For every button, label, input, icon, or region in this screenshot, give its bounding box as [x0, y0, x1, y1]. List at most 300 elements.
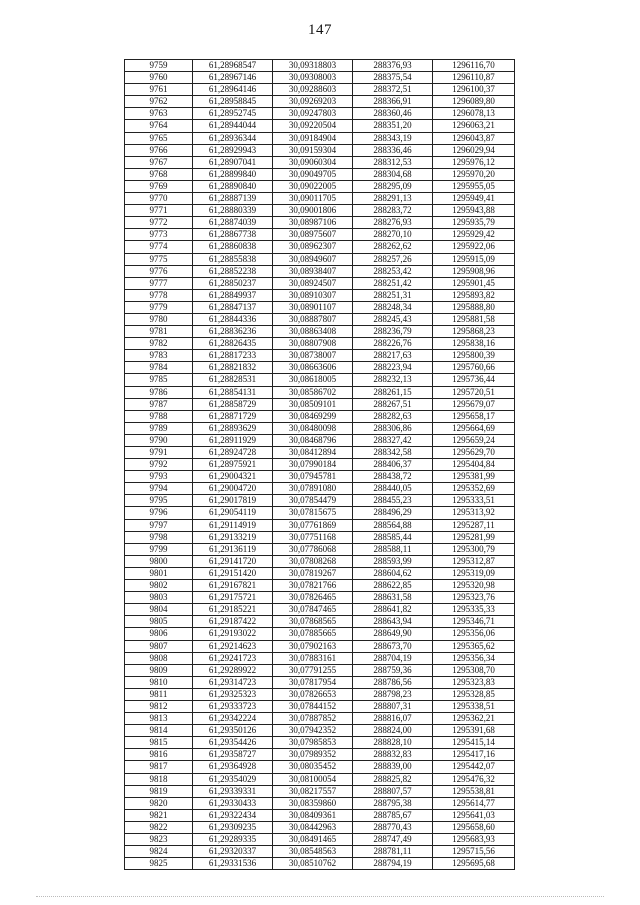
point-number-cell: 9781	[125, 326, 193, 338]
x-coordinate-cell: 288438,72	[353, 471, 433, 483]
latitude-cell: 61,28929943	[193, 144, 273, 156]
y-coordinate-cell: 1295922,06	[433, 241, 515, 253]
point-number-cell: 9772	[125, 217, 193, 229]
y-coordinate-cell: 1295404,84	[433, 459, 515, 471]
y-coordinate-cell: 1296029,94	[433, 144, 515, 156]
point-number-cell: 9812	[125, 700, 193, 712]
latitude-cell: 61,28826435	[193, 338, 273, 350]
x-coordinate-cell: 288291,13	[353, 193, 433, 205]
longitude-cell: 30,07808268	[273, 555, 353, 567]
point-number-cell: 9799	[125, 543, 193, 555]
y-coordinate-cell: 1295391,68	[433, 725, 515, 737]
latitude-cell: 61,29141720	[193, 555, 273, 567]
x-coordinate-cell: 288641,82	[353, 604, 433, 616]
point-number-cell: 9788	[125, 410, 193, 422]
table-row	[125, 664, 515, 676]
latitude-cell: 61,29331536	[193, 858, 273, 870]
y-coordinate-cell: 1296043,87	[433, 132, 515, 144]
y-coordinate-cell: 1295323,83	[433, 676, 515, 688]
longitude-cell: 30,07990184	[273, 459, 353, 471]
point-number-cell: 9801	[125, 567, 193, 579]
x-coordinate-cell: 288282,63	[353, 410, 433, 422]
point-number-cell: 9796	[125, 507, 193, 519]
x-coordinate-cell: 288455,23	[353, 495, 433, 507]
x-coordinate-cell: 288372,51	[353, 84, 433, 96]
table-row	[125, 725, 515, 737]
x-coordinate-cell: 288251,42	[353, 277, 433, 289]
latitude-cell: 61,28847137	[193, 301, 273, 313]
x-coordinate-cell: 288786,56	[353, 676, 433, 688]
x-coordinate-cell: 288248,34	[353, 301, 433, 313]
y-coordinate-cell: 1295970,20	[433, 168, 515, 180]
latitude-cell: 61,29017819	[193, 495, 273, 507]
x-coordinate-cell: 288217,63	[353, 350, 433, 362]
y-coordinate-cell: 1295356,06	[433, 628, 515, 640]
point-number-cell: 9821	[125, 809, 193, 821]
table-row	[125, 338, 515, 350]
x-coordinate-cell: 288770,43	[353, 821, 433, 833]
table-row	[125, 749, 515, 761]
latitude-cell: 61,28817233	[193, 350, 273, 362]
point-number-cell: 9786	[125, 386, 193, 398]
latitude-cell: 61,28968547	[193, 60, 273, 72]
longitude-cell: 30,08100054	[273, 773, 353, 785]
table-row	[125, 229, 515, 241]
y-coordinate-cell: 1295442,07	[433, 761, 515, 773]
x-coordinate-cell: 288343,19	[353, 132, 433, 144]
x-coordinate-cell: 288807,31	[353, 700, 433, 712]
x-coordinate-cell: 288496,29	[353, 507, 433, 519]
longitude-cell: 30,07844152	[273, 700, 353, 712]
point-number-cell: 9795	[125, 495, 193, 507]
longitude-cell: 30,09159304	[273, 144, 353, 156]
longitude-cell: 30,08480098	[273, 422, 353, 434]
longitude-cell: 30,08910307	[273, 289, 353, 301]
table-row	[125, 422, 515, 434]
table-row	[125, 567, 515, 579]
table-row	[125, 350, 515, 362]
point-number-cell: 9804	[125, 604, 193, 616]
table-row	[125, 96, 515, 108]
point-number-cell: 9824	[125, 846, 193, 858]
latitude-cell: 61,29289922	[193, 664, 273, 676]
x-coordinate-cell: 288747,49	[353, 834, 433, 846]
y-coordinate-cell: 1295935,79	[433, 217, 515, 229]
table-row	[125, 459, 515, 471]
latitude-cell: 61,29354029	[193, 773, 273, 785]
coordinates-table-body	[125, 60, 515, 870]
x-coordinate-cell: 288825,82	[353, 773, 433, 785]
longitude-cell: 30,07817954	[273, 676, 353, 688]
latitude-cell: 61,29330433	[193, 797, 273, 809]
longitude-cell: 30,07826465	[273, 592, 353, 604]
y-coordinate-cell: 1295346,71	[433, 616, 515, 628]
table-row	[125, 72, 515, 84]
longitude-cell: 30,09022005	[273, 180, 353, 192]
y-coordinate-cell: 1295868,23	[433, 326, 515, 338]
table-row	[125, 326, 515, 338]
y-coordinate-cell: 1295381,99	[433, 471, 515, 483]
latitude-cell: 61,29333723	[193, 700, 273, 712]
table-row	[125, 120, 515, 132]
latitude-cell: 61,29289335	[193, 834, 273, 846]
longitude-cell: 30,07826653	[273, 688, 353, 700]
latitude-cell: 61,28907041	[193, 156, 273, 168]
y-coordinate-cell: 1295943,88	[433, 205, 515, 217]
latitude-cell: 61,28964146	[193, 84, 273, 96]
x-coordinate-cell: 288375,54	[353, 72, 433, 84]
coordinates-table	[124, 59, 515, 870]
x-coordinate-cell: 288270,10	[353, 229, 433, 241]
y-coordinate-cell: 1295338,51	[433, 700, 515, 712]
point-number-cell: 9766	[125, 144, 193, 156]
latitude-cell: 61,29167821	[193, 580, 273, 592]
longitude-cell: 30,08618005	[273, 374, 353, 386]
x-coordinate-cell: 288360,46	[353, 108, 433, 120]
latitude-cell: 61,28852238	[193, 265, 273, 277]
longitude-cell: 30,08510762	[273, 858, 353, 870]
table-row	[125, 253, 515, 265]
longitude-cell: 30,08412894	[273, 447, 353, 459]
y-coordinate-cell: 1295308,70	[433, 664, 515, 676]
y-coordinate-cell: 1295715,56	[433, 846, 515, 858]
latitude-cell: 61,28880339	[193, 205, 273, 217]
point-number-cell: 9822	[125, 821, 193, 833]
latitude-cell: 61,29133219	[193, 531, 273, 543]
longitude-cell: 30,08901107	[273, 301, 353, 313]
table-row	[125, 410, 515, 422]
table-row	[125, 398, 515, 410]
y-coordinate-cell: 1295476,32	[433, 773, 515, 785]
point-number-cell: 9776	[125, 265, 193, 277]
y-coordinate-cell: 1296110,87	[433, 72, 515, 84]
table-row	[125, 289, 515, 301]
y-coordinate-cell: 1295893,82	[433, 289, 515, 301]
x-coordinate-cell: 288759,36	[353, 664, 433, 676]
longitude-cell: 30,08359860	[273, 797, 353, 809]
y-coordinate-cell: 1296100,37	[433, 84, 515, 96]
y-coordinate-cell: 1295955,05	[433, 180, 515, 192]
y-coordinate-cell: 1295641,03	[433, 809, 515, 821]
longitude-cell: 30,09001806	[273, 205, 353, 217]
point-number-cell: 9783	[125, 350, 193, 362]
table-row	[125, 217, 515, 229]
longitude-cell: 30,08409361	[273, 809, 353, 821]
longitude-cell: 30,08468796	[273, 434, 353, 446]
table-row	[125, 301, 515, 313]
y-coordinate-cell: 1295976,12	[433, 156, 515, 168]
x-coordinate-cell: 288643,94	[353, 616, 433, 628]
y-coordinate-cell: 1295313,92	[433, 507, 515, 519]
longitude-cell: 30,09060304	[273, 156, 353, 168]
x-coordinate-cell: 288798,23	[353, 688, 433, 700]
point-number-cell: 9798	[125, 531, 193, 543]
y-coordinate-cell: 1295333,51	[433, 495, 515, 507]
x-coordinate-cell: 288351,20	[353, 120, 433, 132]
point-number-cell: 9774	[125, 241, 193, 253]
latitude-cell: 61,28849937	[193, 289, 273, 301]
point-number-cell: 9823	[125, 834, 193, 846]
x-coordinate-cell: 288232,13	[353, 374, 433, 386]
y-coordinate-cell: 1295658,17	[433, 410, 515, 422]
latitude-cell: 61,29185221	[193, 604, 273, 616]
longitude-cell: 30,07761869	[273, 519, 353, 531]
table-row	[125, 531, 515, 543]
x-coordinate-cell: 288649,90	[353, 628, 433, 640]
point-number-cell: 9805	[125, 616, 193, 628]
longitude-cell: 30,07885665	[273, 628, 353, 640]
y-coordinate-cell: 1295800,39	[433, 350, 515, 362]
y-coordinate-cell: 1295736,44	[433, 374, 515, 386]
y-coordinate-cell: 1295323,76	[433, 592, 515, 604]
table-row	[125, 543, 515, 555]
table-row	[125, 193, 515, 205]
point-number-cell: 9810	[125, 676, 193, 688]
table-row	[125, 737, 515, 749]
longitude-cell: 30,07989352	[273, 749, 353, 761]
point-number-cell: 9764	[125, 120, 193, 132]
longitude-cell: 30,08938407	[273, 265, 353, 277]
latitude-cell: 61,28890840	[193, 180, 273, 192]
longitude-cell: 30,07868565	[273, 616, 353, 628]
longitude-cell: 30,09049705	[273, 168, 353, 180]
x-coordinate-cell: 288226,76	[353, 338, 433, 350]
point-number-cell: 9761	[125, 84, 193, 96]
latitude-cell: 61,28924728	[193, 447, 273, 459]
table-row	[125, 761, 515, 773]
longitude-cell: 30,08217557	[273, 785, 353, 797]
point-number-cell: 9797	[125, 519, 193, 531]
y-coordinate-cell: 1295538,81	[433, 785, 515, 797]
y-coordinate-cell: 1295720,51	[433, 386, 515, 398]
longitude-cell: 30,07854479	[273, 495, 353, 507]
longitude-cell: 30,07902163	[273, 640, 353, 652]
longitude-cell: 30,09308003	[273, 72, 353, 84]
y-coordinate-cell: 1295929,42	[433, 229, 515, 241]
y-coordinate-cell: 1295319,09	[433, 567, 515, 579]
latitude-cell: 61,28911929	[193, 434, 273, 446]
y-coordinate-cell: 1295415,14	[433, 737, 515, 749]
table-row	[125, 386, 515, 398]
point-number-cell: 9825	[125, 858, 193, 870]
point-number-cell: 9784	[125, 362, 193, 374]
x-coordinate-cell: 288828,10	[353, 737, 433, 749]
y-coordinate-cell: 1295362,21	[433, 713, 515, 725]
y-coordinate-cell: 1295659,24	[433, 434, 515, 446]
y-coordinate-cell: 1295664,69	[433, 422, 515, 434]
table-row	[125, 132, 515, 144]
longitude-cell: 30,09011705	[273, 193, 353, 205]
x-coordinate-cell: 288257,26	[353, 253, 433, 265]
y-coordinate-cell: 1295915,09	[433, 253, 515, 265]
table-row	[125, 797, 515, 809]
x-coordinate-cell: 288440,05	[353, 483, 433, 495]
table-row	[125, 265, 515, 277]
longitude-cell: 30,09247803	[273, 108, 353, 120]
point-number-cell: 9793	[125, 471, 193, 483]
latitude-cell: 61,28975921	[193, 459, 273, 471]
latitude-cell: 61,29322434	[193, 809, 273, 821]
table-row	[125, 447, 515, 459]
point-number-cell: 9779	[125, 301, 193, 313]
latitude-cell: 61,28860838	[193, 241, 273, 253]
table-row	[125, 313, 515, 325]
table-row	[125, 434, 515, 446]
table-row	[125, 785, 515, 797]
table-row	[125, 60, 515, 72]
table-row	[125, 640, 515, 652]
x-coordinate-cell: 288276,93	[353, 217, 433, 229]
point-number-cell: 9759	[125, 60, 193, 72]
point-number-cell: 9800	[125, 555, 193, 567]
longitude-cell: 30,08962307	[273, 241, 353, 253]
table-row	[125, 858, 515, 870]
table-row	[125, 144, 515, 156]
table-row	[125, 180, 515, 192]
point-number-cell: 9808	[125, 652, 193, 664]
point-number-cell: 9813	[125, 713, 193, 725]
point-number-cell: 9773	[125, 229, 193, 241]
y-coordinate-cell: 1296116,70	[433, 60, 515, 72]
longitude-cell: 30,07791255	[273, 664, 353, 676]
table-row	[125, 495, 515, 507]
x-coordinate-cell: 288306,86	[353, 422, 433, 434]
x-coordinate-cell: 288236,79	[353, 326, 433, 338]
y-coordinate-cell: 1295356,34	[433, 652, 515, 664]
point-number-cell: 9791	[125, 447, 193, 459]
table-row	[125, 580, 515, 592]
latitude-cell: 61,28855838	[193, 253, 273, 265]
table-row	[125, 277, 515, 289]
longitude-cell: 30,07945781	[273, 471, 353, 483]
latitude-cell: 61,28821832	[193, 362, 273, 374]
point-number-cell: 9768	[125, 168, 193, 180]
latitude-cell: 61,28952745	[193, 108, 273, 120]
longitude-cell: 30,07815675	[273, 507, 353, 519]
latitude-cell: 61,29241723	[193, 652, 273, 664]
latitude-cell: 61,29309235	[193, 821, 273, 833]
point-number-cell: 9763	[125, 108, 193, 120]
longitude-cell: 30,08975607	[273, 229, 353, 241]
y-coordinate-cell: 1295300,79	[433, 543, 515, 555]
table-row	[125, 156, 515, 168]
point-number-cell: 9794	[125, 483, 193, 495]
longitude-cell: 30,08442963	[273, 821, 353, 833]
longitude-cell: 30,08663606	[273, 362, 353, 374]
x-coordinate-cell: 288585,44	[353, 531, 433, 543]
point-number-cell: 9771	[125, 205, 193, 217]
longitude-cell: 30,08738007	[273, 350, 353, 362]
longitude-cell: 30,07751168	[273, 531, 353, 543]
latitude-cell: 61,29320337	[193, 846, 273, 858]
x-coordinate-cell: 288604,62	[353, 567, 433, 579]
x-coordinate-cell: 288794,19	[353, 858, 433, 870]
table-row	[125, 555, 515, 567]
latitude-cell: 61,28867738	[193, 229, 273, 241]
table-row	[125, 773, 515, 785]
longitude-cell: 30,09220504	[273, 120, 353, 132]
latitude-cell: 61,29350126	[193, 725, 273, 737]
y-coordinate-cell: 1295365,62	[433, 640, 515, 652]
table-row	[125, 628, 515, 640]
latitude-cell: 61,28936344	[193, 132, 273, 144]
point-number-cell: 9785	[125, 374, 193, 386]
point-number-cell: 9770	[125, 193, 193, 205]
latitude-cell: 61,29151420	[193, 567, 273, 579]
latitude-cell: 61,29325323	[193, 688, 273, 700]
x-coordinate-cell: 288342,58	[353, 447, 433, 459]
longitude-cell: 30,08586702	[273, 386, 353, 398]
longitude-cell: 30,08924507	[273, 277, 353, 289]
longitude-cell: 30,07883161	[273, 652, 353, 664]
latitude-cell: 61,28874039	[193, 217, 273, 229]
point-number-cell: 9811	[125, 688, 193, 700]
y-coordinate-cell: 1295312,87	[433, 555, 515, 567]
table-row	[125, 676, 515, 688]
longitude-cell: 30,08509101	[273, 398, 353, 410]
longitude-cell: 30,08987106	[273, 217, 353, 229]
table-row	[125, 616, 515, 628]
x-coordinate-cell: 288824,00	[353, 725, 433, 737]
point-number-cell: 9765	[125, 132, 193, 144]
longitude-cell: 30,08887807	[273, 313, 353, 325]
latitude-cell: 61,28871729	[193, 410, 273, 422]
latitude-cell: 61,29358727	[193, 749, 273, 761]
longitude-cell: 30,08949607	[273, 253, 353, 265]
x-coordinate-cell: 288839,00	[353, 761, 433, 773]
x-coordinate-cell: 288704,19	[353, 652, 433, 664]
point-number-cell: 9792	[125, 459, 193, 471]
point-number-cell: 9819	[125, 785, 193, 797]
point-number-cell: 9814	[125, 725, 193, 737]
latitude-cell: 61,29214623	[193, 640, 273, 652]
y-coordinate-cell: 1295908,96	[433, 265, 515, 277]
point-number-cell: 9769	[125, 180, 193, 192]
table-row	[125, 519, 515, 531]
y-coordinate-cell: 1295901,45	[433, 277, 515, 289]
y-coordinate-cell: 1295888,80	[433, 301, 515, 313]
y-coordinate-cell: 1295614,77	[433, 797, 515, 809]
longitude-cell: 30,07819267	[273, 567, 353, 579]
x-coordinate-cell: 288251,31	[353, 289, 433, 301]
point-number-cell: 9767	[125, 156, 193, 168]
x-coordinate-cell: 288245,43	[353, 313, 433, 325]
x-coordinate-cell: 288673,70	[353, 640, 433, 652]
point-number-cell: 9818	[125, 773, 193, 785]
latitude-cell: 61,28893629	[193, 422, 273, 434]
table-row	[125, 84, 515, 96]
table-row	[125, 108, 515, 120]
latitude-cell: 61,28958845	[193, 96, 273, 108]
table-row	[125, 846, 515, 858]
table-row	[125, 713, 515, 725]
latitude-cell: 61,29136119	[193, 543, 273, 555]
x-coordinate-cell: 288588,11	[353, 543, 433, 555]
x-coordinate-cell: 288267,51	[353, 398, 433, 410]
table-row	[125, 700, 515, 712]
table-row	[125, 592, 515, 604]
point-number-cell: 9775	[125, 253, 193, 265]
x-coordinate-cell: 288261,15	[353, 386, 433, 398]
longitude-cell: 30,07786068	[273, 543, 353, 555]
x-coordinate-cell: 288816,07	[353, 713, 433, 725]
longitude-cell: 30,08035452	[273, 761, 353, 773]
point-number-cell: 9790	[125, 434, 193, 446]
longitude-cell: 30,09184904	[273, 132, 353, 144]
x-coordinate-cell: 288253,42	[353, 265, 433, 277]
longitude-cell: 30,09288603	[273, 84, 353, 96]
table-row	[125, 809, 515, 821]
